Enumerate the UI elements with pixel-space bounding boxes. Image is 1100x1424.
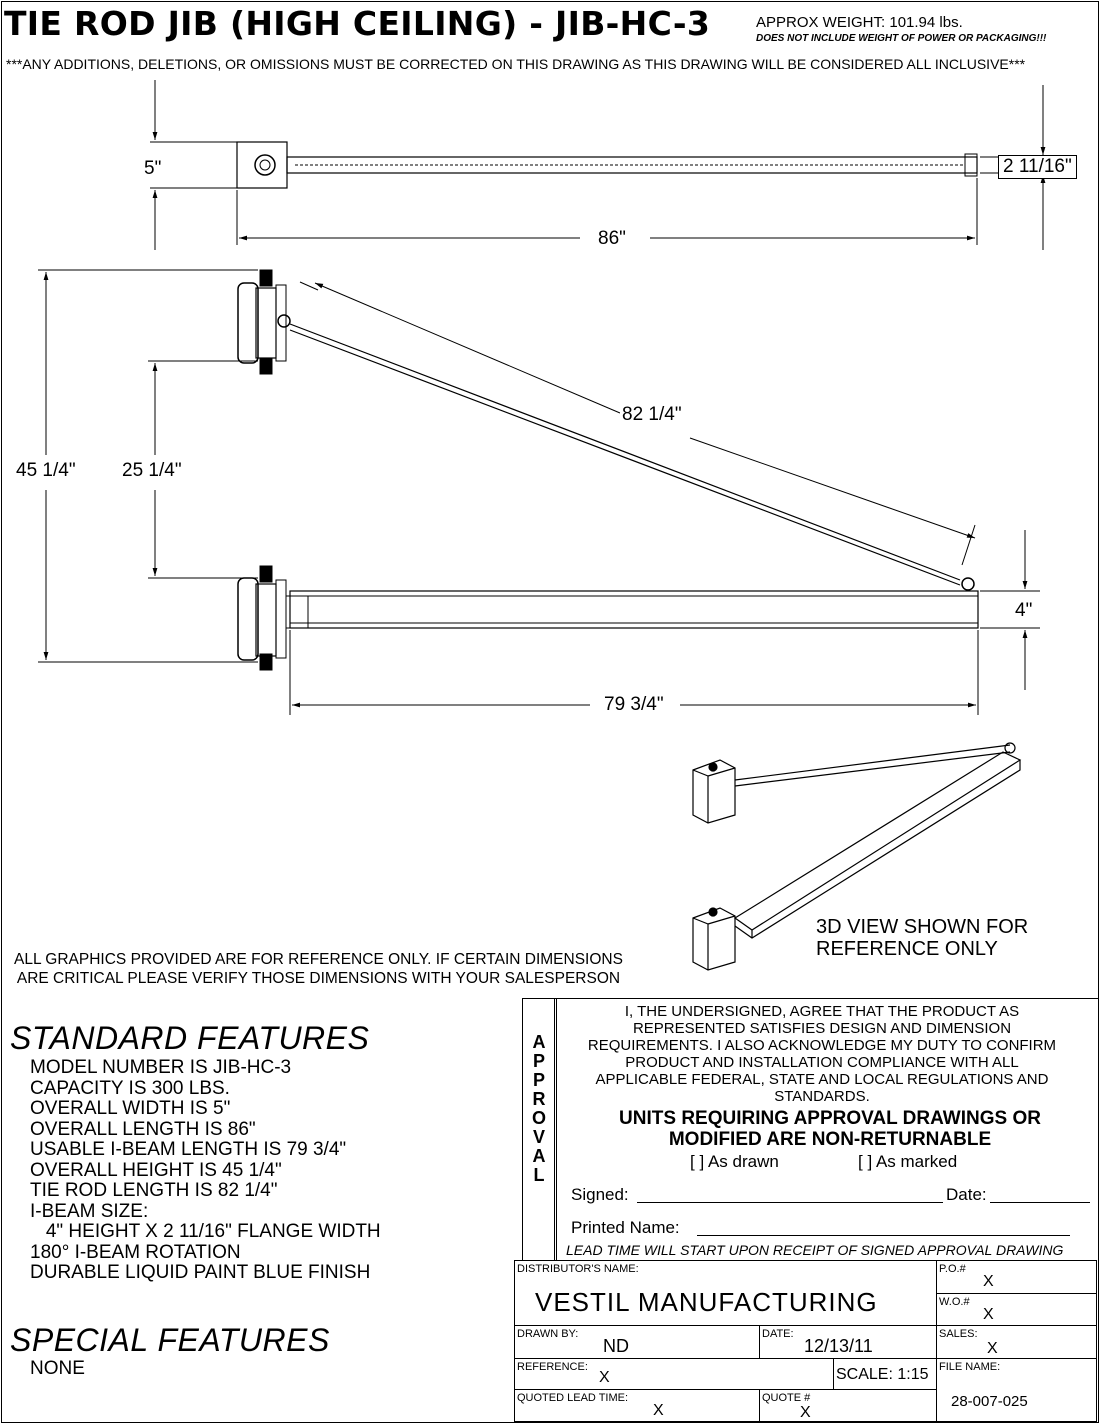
dim-width: 5" bbox=[144, 158, 162, 179]
printed-name-line[interactable] bbox=[697, 1235, 1070, 1236]
non-returnable-warning: UNITS REQUIRING APPROVAL DRAWINGS OR MODIFIED ARE NON-RETURNABLE bbox=[619, 1108, 1041, 1150]
reference-value: X bbox=[599, 1369, 610, 1386]
sales-cell bbox=[936, 1325, 1097, 1359]
dim-overall-height: 45 1/4" bbox=[16, 460, 76, 481]
approval-letter: L bbox=[533, 1165, 545, 1185]
dim-beam-height: 4" bbox=[1015, 600, 1033, 621]
sales-value: X bbox=[987, 1340, 998, 1357]
feature-item: 180° I-BEAM ROTATION bbox=[30, 1241, 241, 1263]
feature-item: OVERALL LENGTH IS 86" bbox=[30, 1118, 256, 1140]
approval-letter: R bbox=[532, 1089, 546, 1109]
side-view bbox=[38, 270, 1040, 715]
reference-cell bbox=[514, 1358, 834, 1390]
as-marked-checkbox[interactable]: [ ] As marked bbox=[858, 1152, 958, 1171]
special-features-title: SPECIAL FEATURES bbox=[10, 1322, 330, 1358]
feature-item: TIE ROD LENGTH IS 82 1/4" bbox=[30, 1180, 278, 1201]
feature-item: I-BEAM SIZE: bbox=[30, 1200, 149, 1222]
inclusive-disclaimer: ***ANY ADDITIONS, DELETIONS, OR OMISSIONS MUST BE CORRECTED ON THIS DRAWING AS THIS DRAWING WILL BE CONSIDERED ALL INCLUSIVE*** bbox=[6, 56, 1026, 72]
feature-item: OVERALL WIDTH IS 5" bbox=[30, 1098, 231, 1119]
scale-cell bbox=[833, 1358, 937, 1390]
file-name-label: FILE NAME: bbox=[939, 1361, 1001, 1373]
standard-features-list bbox=[30, 1058, 381, 1284]
weight-note: DOES NOT INCLUDE WEIGHT OF POWER OR PACKAGING!!! bbox=[756, 33, 1047, 44]
approval-letter: P bbox=[532, 1070, 545, 1090]
feature-item: DURABLE LIQUID PAINT BLUE FINISH bbox=[30, 1262, 371, 1283]
lead-time-note: LEAD TIME WILL START UPON RECEIPT OF SIGNED APPROVAL DRAWING bbox=[566, 1242, 1064, 1258]
wo-label: W.O.# bbox=[939, 1296, 970, 1308]
dim-usable-length: 79 3/4" bbox=[604, 694, 664, 715]
as-drawn-checkbox[interactable]: [ ] As drawn bbox=[690, 1152, 779, 1171]
feature-item: MODEL NUMBER IS JIB-HC-3 bbox=[30, 1057, 292, 1078]
dim-bracket-gap: 25 1/4" bbox=[122, 460, 182, 481]
approval-date-line[interactable] bbox=[990, 1202, 1090, 1203]
feature-item: NONE bbox=[30, 1358, 85, 1379]
distributor-name: VESTIL MANUFACTURING bbox=[535, 1287, 878, 1317]
signature-line[interactable] bbox=[637, 1202, 943, 1203]
drawing-title: TIE ROD JIB (HIGH CEILING) - JIB-HC-3 bbox=[4, 4, 711, 43]
date-label: DATE: bbox=[762, 1328, 794, 1340]
date-cell bbox=[759, 1325, 937, 1359]
po-cell bbox=[936, 1260, 1097, 1294]
signed-label: Signed: bbox=[571, 1185, 629, 1204]
feature-item: 4" HEIGHT X 2 11/16" FLANGE WIDTH bbox=[30, 1221, 381, 1242]
approval-letter: P bbox=[532, 1051, 545, 1071]
printed-name-label: Printed Name: bbox=[571, 1218, 680, 1237]
view-3d-note: 3D VIEW SHOWN FOR REFERENCE ONLY bbox=[816, 916, 1029, 960]
drawn-by-label: DRAWN BY: bbox=[517, 1328, 579, 1340]
sales-label: SALES: bbox=[939, 1328, 978, 1340]
po-value: X bbox=[983, 1273, 994, 1290]
dim-tie-rod-length: 82 1/4" bbox=[622, 404, 682, 425]
drawn-by-value: ND bbox=[603, 1336, 629, 1356]
approval-letter: A bbox=[532, 1146, 546, 1166]
feature-item: CAPACITY IS 300 LBS. bbox=[30, 1077, 230, 1099]
wo-value: X bbox=[983, 1306, 994, 1323]
approval-letter: O bbox=[531, 1108, 546, 1128]
quote-label: QUOTE # bbox=[762, 1392, 811, 1404]
special-features-list bbox=[30, 1358, 85, 1380]
quoted-lead-cell bbox=[514, 1389, 760, 1422]
file-name-cell bbox=[936, 1358, 1097, 1422]
distributor-cell bbox=[514, 1260, 937, 1326]
dim-overall-length: 86" bbox=[598, 228, 626, 249]
wo-cell bbox=[936, 1293, 1097, 1326]
dim-flange-width: 2 11/16" bbox=[998, 155, 1077, 179]
file-name-value: 28-007-025 bbox=[951, 1393, 1028, 1410]
title-block bbox=[514, 1260, 1097, 1422]
approval-divider bbox=[556, 998, 559, 1260]
quoted-lead-value: X bbox=[653, 1402, 664, 1419]
feature-item: USABLE I-BEAM LENGTH IS 79 3/4" bbox=[30, 1139, 347, 1160]
feature-item: OVERALL HEIGHT IS 45 1/4" bbox=[30, 1159, 282, 1181]
date-value: 12/13/11 bbox=[804, 1336, 873, 1356]
standard-features-title: STANDARD FEATURES bbox=[10, 1020, 370, 1056]
approval-vertical-label bbox=[531, 1033, 547, 1185]
po-label: P.O.# bbox=[939, 1263, 966, 1275]
approx-weight: APPROX WEIGHT: 101.94 lbs. bbox=[756, 14, 963, 31]
reference-label: REFERENCE: bbox=[517, 1361, 588, 1373]
approval-letter: V bbox=[532, 1127, 545, 1147]
quote-value: X bbox=[800, 1404, 811, 1421]
quoted-lead-label: QUOTED LEAD TIME: bbox=[517, 1392, 629, 1404]
reference-note: ALL GRAPHICS PROVIDED ARE FOR REFERENCE ONLY. IF CERTAIN DIMENSIONS ARE CRITICAL PLEASE VERIFY THOSE DIMENSIONS WITH YOUR SALESPERSON bbox=[14, 951, 623, 987]
top-view bbox=[150, 80, 1050, 250]
approval-letter: A bbox=[532, 1032, 546, 1052]
quote-cell bbox=[759, 1389, 937, 1422]
approval-date-label: Date: bbox=[946, 1185, 987, 1204]
drawn-by-cell bbox=[514, 1325, 760, 1359]
distributor-label: DISTRIBUTOR'S NAME: bbox=[517, 1263, 639, 1275]
approval-agreement: I, THE UNDERSIGNED, AGREE THAT THE PRODUCT AS REPRESENTED SATISFIES DESIGN AND DIMENSION REQUIREMENTS. I ALSO ACKNOWLEDGE MY DUTY TO CONFIRM PRODUCT AND INSTALLATION COMPLIANCE WITH ALL APPLICABLE FEDERAL, STATE AND LOCAL REGULATIONS AND STANDARDS. bbox=[587, 1003, 1057, 1105]
scale-value: SCALE: 1:15 bbox=[836, 1366, 929, 1383]
